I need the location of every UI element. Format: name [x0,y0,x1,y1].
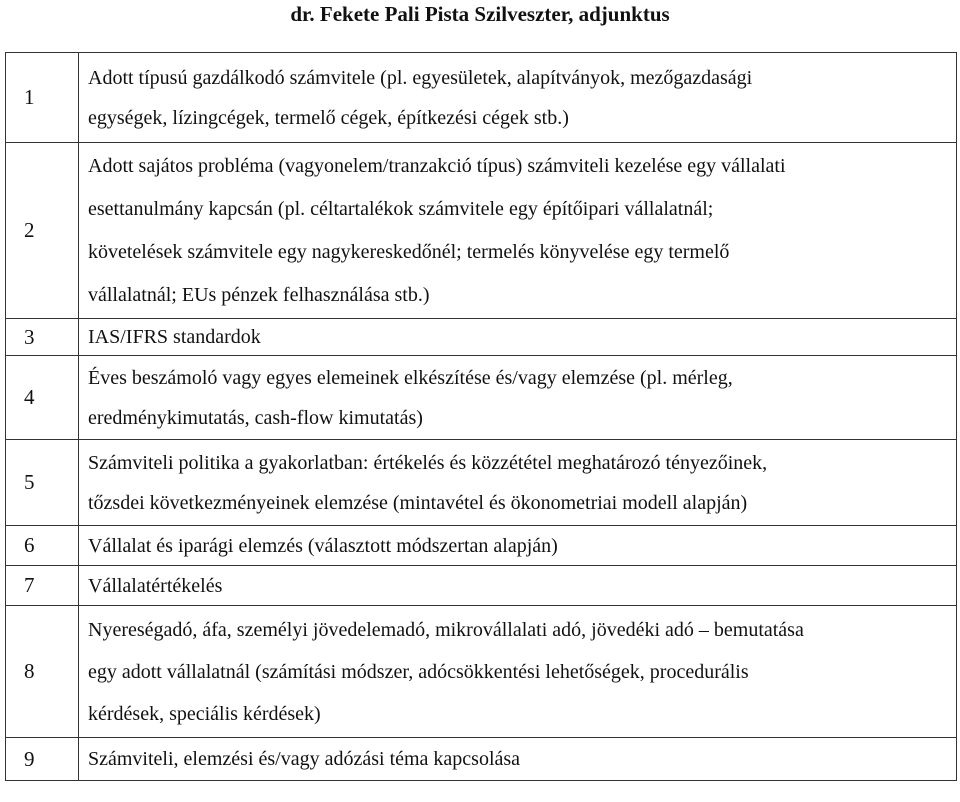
row-number: 2 [6,143,79,319]
table-row [6,53,957,143]
row-number: 3 [6,319,79,356]
description-line: eredménykimutatás, cash-flow kimutatás) [88,406,423,429]
description-line: Vállalatértékelés [88,574,223,597]
description-line: esettanulmány kapcsán (pl. céltartalékok számvitele egy építőipari vállalatnál; [88,197,714,220]
table-row [6,526,957,566]
description-line: Vállalat és iparági elemzés (választott módszertan alapján) [88,534,558,557]
row-description [79,526,957,566]
row-description [79,738,957,781]
description-line: kérdések, speciális kérdések) [88,702,321,725]
table-row [6,356,957,440]
row-number: 7 [6,566,79,606]
table-row [6,606,957,738]
topics-table [5,52,957,781]
description-line: Adott típusú gazdálkodó számvitele (pl. egyesületek, alapítványok, mezőgazdasági [88,66,753,89]
table-row [6,143,957,319]
description-line: IAS/IFRS standardok [88,326,261,348]
description-line: Számviteli politika a gyakorlatban: értékelés és közzététel meghatározó tényezőinek, [88,451,768,474]
row-number: 9 [6,738,79,781]
row-number: 4 [6,356,79,440]
row-description [79,319,957,356]
row-number: 1 [6,53,79,143]
table-row [6,440,957,526]
description-line: vállalatnál; EUs pénzek felhasználása stb.) [88,283,430,306]
table-row [6,566,957,606]
description-line: Nyereségadó, áfa, személyi jövedelemadó, mikrovállalati adó, jövedéki adó – bemutatása [88,618,804,641]
document-title: dr. Fekete Pali Pista Szilveszter, adjunktus [290,2,670,26]
description-line: tőzsdei következményeinek elemzése (mintavétel és ökonometriai modell alapján) [88,491,748,514]
row-number: 6 [6,526,79,566]
description-line: Éves beszámoló vagy egyes elemeinek elkészítése és/vagy elemzése (pl. mérleg, [88,366,733,389]
description-line: egy adott vállalatnál (számítási módszer, adócsökkentési lehetőségek, procedurális [88,660,749,683]
description-line: egységek, lízingcégek, termelő cégek, építkezési cégek stb.) [88,106,569,129]
row-description [79,606,957,738]
row-description [79,566,957,606]
row-description [79,356,957,440]
description-line: Számviteli, elemzési és/vagy adózási téma kapcsolása [88,748,521,770]
description-line: követelések számvitele egy nagykereskedőnél; termelés könyvelése egy termelő [88,240,730,263]
row-description [79,143,957,319]
row-description [79,53,957,143]
table-row [6,738,957,781]
row-number: 8 [6,606,79,738]
description-line: Adott sajátos probléma (vagyonelem/tranzakció típus) számviteli kezelése egy vállalati [88,154,786,177]
row-number: 5 [6,440,79,526]
row-description [79,440,957,526]
table-row [6,319,957,356]
